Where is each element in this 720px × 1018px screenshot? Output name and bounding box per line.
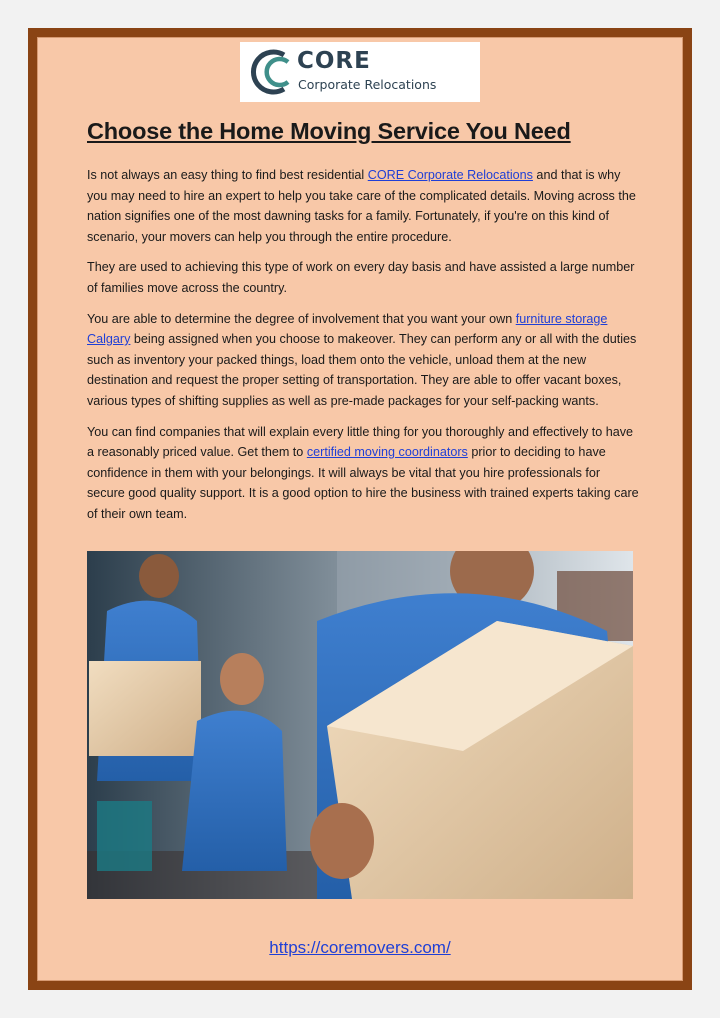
paragraph-4	[87, 422, 639, 525]
core-relocations-link[interactable]: CORE Corporate Relocations	[367, 168, 533, 182]
furniture-storage-link[interactable]: furniture storage Calgary	[87, 311, 608, 347]
paragraph-1	[87, 165, 639, 247]
paragraph-3	[87, 309, 639, 412]
paragraph-text: Is not always an easy thing to find best residential	[87, 168, 368, 182]
movers-photo	[87, 551, 633, 899]
paragraph-text: They are used to achieving this type of work on every day basis and have assisted a large number of families move across the country.	[87, 260, 635, 295]
page-title: Choose the Home Moving Service You Need	[87, 118, 571, 144]
paragraph-text: being assigned when you choose to makeover. They can perform any or all with the duties such as inventory your packed things, load them onto the vehicle, unload them at the new destination and request the proper setting of transportation. They are able to offer vacant boxes, various types of shifting supplies as well as pre-made packages for your self-packing wants.	[87, 332, 637, 408]
logo-subtitle: Corporate Relocations	[298, 77, 437, 92]
article-body	[87, 165, 639, 535]
logo-name: CORE	[297, 48, 371, 74]
paragraph-text: You are able to determine the degree of involvement that you want your own	[87, 311, 516, 326]
paragraph-2	[87, 257, 639, 298]
core-logo-mark-icon	[244, 46, 298, 98]
paragraph-text: prior to deciding to have confidence in them with your belongings. It will always be vital that you hire professionals for secure good quality support. It is a good option to hire the business with trained experts taking care of their own team.	[87, 445, 639, 521]
core-logo	[240, 42, 480, 102]
moving-coordinators-link[interactable]: certified moving coordinators	[306, 445, 468, 460]
movers-photo-illustration	[87, 551, 633, 899]
paragraph-text: and that is why you may need to hire an expert to help you take care of the complicated details. Moving across the nation signifies one of the most dawning tasks for a family. Fortunately, if you're on this kind of scenario, your movers can help you through the entire procedure.	[87, 168, 636, 244]
footer-website-link[interactable]: https://coremovers.com/	[269, 938, 451, 957]
paragraph-text: You can find companies that will explain every little thing for you thoroughly and effectively to have a reasonably priced value. Get them to	[87, 424, 634, 460]
